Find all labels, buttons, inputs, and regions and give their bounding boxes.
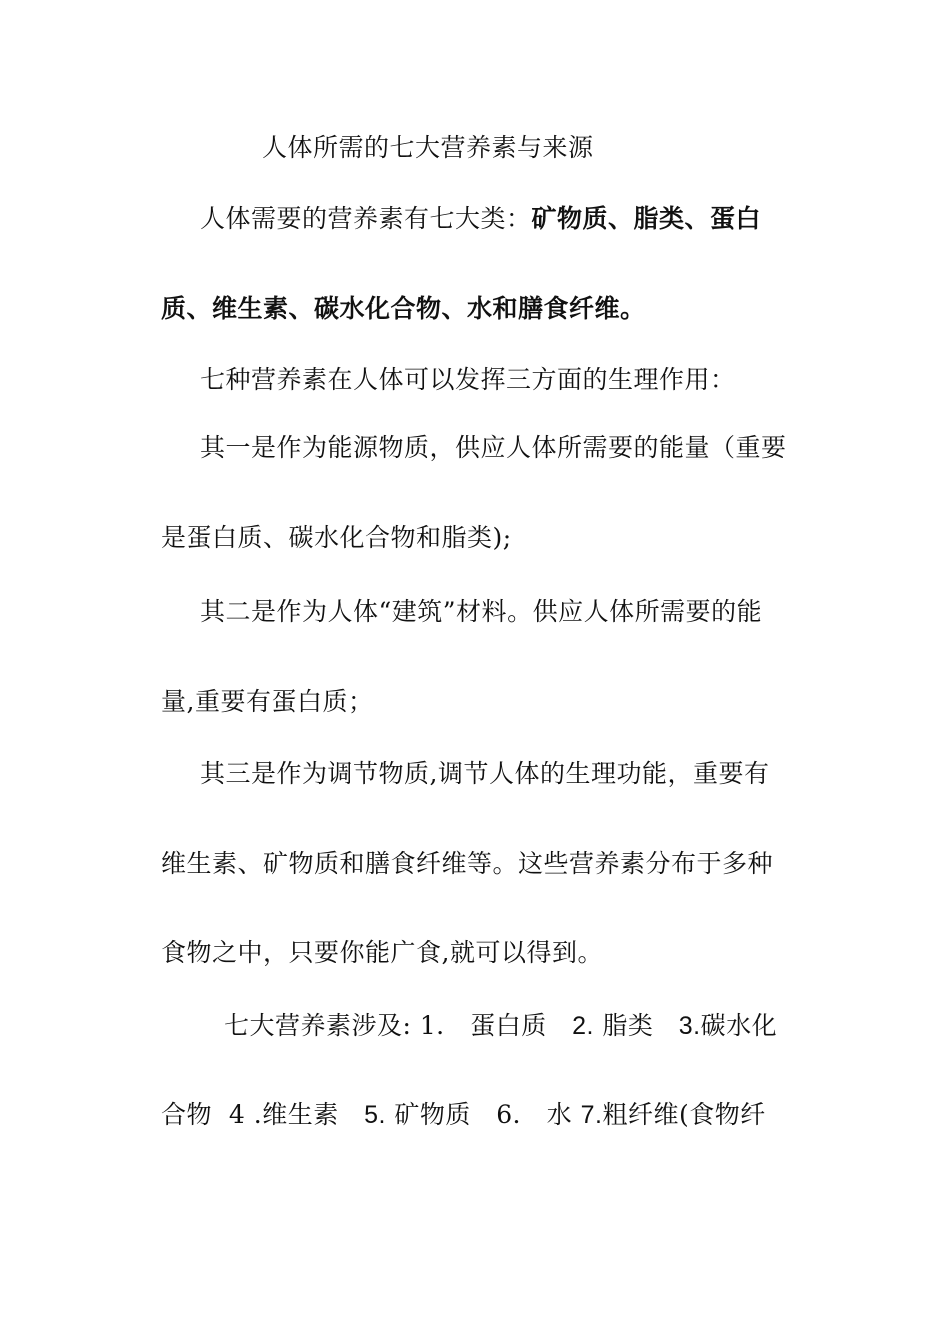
list-number-2: 2. bbox=[572, 1012, 594, 1040]
second-line-2-text: 量,重要有蛋白质； bbox=[161, 687, 374, 716]
list-number-6: 6． bbox=[496, 1100, 539, 1129]
list-item-4: 维生素 bbox=[262, 1100, 339, 1129]
list-number-7: 7. bbox=[580, 1101, 603, 1129]
title-text: 人体所需的七大营养素与来源 bbox=[262, 133, 594, 162]
intro-line-2 bbox=[161, 293, 646, 325]
list-number-5: 5. bbox=[364, 1101, 386, 1129]
first-line-1 bbox=[200, 432, 787, 464]
list-number-1: 1． bbox=[419, 1011, 462, 1040]
intro-prefix: 人体需要的营养素有七大类： bbox=[200, 204, 532, 233]
list-item-3-continued: 合物 bbox=[161, 1100, 213, 1129]
first-line-2-text: 是蛋白质、碳水化合物和脂类); bbox=[161, 523, 512, 552]
functions-lead bbox=[200, 364, 736, 396]
third-line-2 bbox=[161, 848, 773, 880]
list-line-2 bbox=[161, 1099, 766, 1131]
intro-bold-line-2: 质、维生素、碳水化合物、水和膳食纤维。 bbox=[161, 294, 646, 323]
third-line-1 bbox=[200, 758, 769, 790]
document-title bbox=[262, 132, 594, 164]
list-lead: 七大营养素涉及: bbox=[224, 1011, 412, 1040]
third-line-1-text: 其三是作为调节物质,调节人体的生理功能，重要有 bbox=[200, 759, 770, 788]
list-number-3: 3. bbox=[678, 1012, 701, 1040]
second-line-1 bbox=[200, 596, 762, 628]
intro-line-1 bbox=[200, 203, 761, 235]
intro-bold-line-1: 矿物质、脂类、蛋白 bbox=[531, 204, 762, 233]
list-item-1: 蛋白质 bbox=[470, 1011, 547, 1040]
second-line-1-text: 其二是作为人体“建筑”材料。供应人体所需要的能 bbox=[200, 597, 763, 626]
list-item-5: 矿物质 bbox=[394, 1100, 471, 1129]
list-item-7: 粗纤维(食物纤 bbox=[602, 1100, 766, 1129]
functions-lead-text: 七种营养素在人体可以发挥三方面的生理作用： bbox=[200, 365, 736, 394]
list-item-6: 水 bbox=[546, 1100, 573, 1129]
first-line-1-text: 其一是作为能源物质，供应人体所需要的能量（重要 bbox=[200, 433, 787, 462]
third-line-2-text: 维生素、矿物质和膳食纤维等。这些营养素分布于多种 bbox=[161, 849, 774, 878]
third-line-3 bbox=[161, 937, 603, 969]
list-item-3: 碳水化 bbox=[700, 1011, 778, 1040]
list-item-2: 脂类 bbox=[602, 1011, 654, 1040]
list-line-1 bbox=[224, 1010, 777, 1042]
first-line-2 bbox=[161, 522, 512, 554]
list-number-4: 4 . bbox=[228, 1100, 263, 1129]
third-line-3-text: 食物之中，只要你能广食,就可以得到。 bbox=[161, 938, 603, 967]
second-line-2 bbox=[161, 686, 373, 718]
